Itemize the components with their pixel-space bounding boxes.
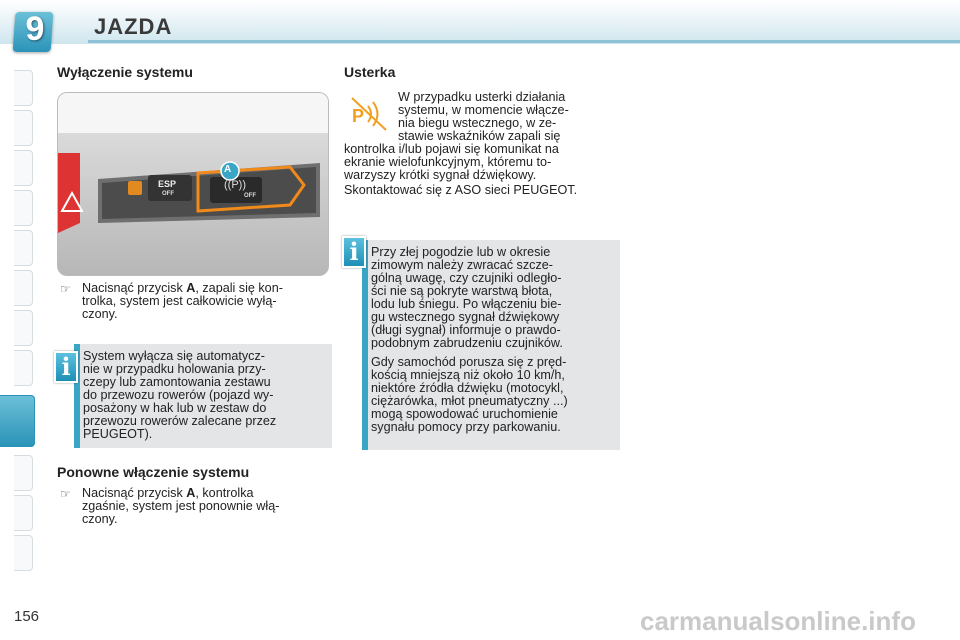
chapter-tab[interactable] xyxy=(14,270,33,306)
dashboard-illustration xyxy=(58,93,328,275)
dashboard-photo xyxy=(57,92,329,276)
fault-line: systemu, w momencie włącze- xyxy=(398,103,569,117)
chapter-tab[interactable] xyxy=(14,150,33,186)
parking-sensor-fault-icon xyxy=(346,92,394,136)
button-ref: A xyxy=(186,281,196,295)
svg-text:P: P xyxy=(352,106,365,126)
bullet-text: , kontrolka xyxy=(195,486,254,500)
info-line: Gdy samochód porusza się z pręd- xyxy=(371,355,567,369)
chapter-tab[interactable] xyxy=(14,495,33,531)
info-line: System wyłącza się automatycz- xyxy=(83,349,265,363)
chapter-number: 9 xyxy=(25,10,45,48)
bullet-disable-text xyxy=(82,282,326,321)
chapter-tab[interactable] xyxy=(14,455,33,491)
page-number: 156 xyxy=(14,608,40,625)
info-box-weather-text xyxy=(371,246,609,434)
chapter-tab[interactable] xyxy=(14,230,33,266)
pointing-hand-icon: ☞ xyxy=(60,282,71,296)
fault-line: ekranie wielofunkcyjnym, któremu to- xyxy=(344,155,552,169)
page-title: JAZDA xyxy=(94,14,173,39)
info-line: kością mniejszą niż około 10 km/h, xyxy=(371,368,565,382)
info-line: PEUGEOT). xyxy=(83,427,153,441)
button-a-marker: A xyxy=(224,164,232,175)
pointing-hand-icon: ☞ xyxy=(60,487,71,501)
section-title-fault: Usterka xyxy=(344,64,396,80)
bullet-text: Nacisnąć przycisk xyxy=(82,281,187,295)
info-line: gu wstecznego sygnał dźwiękowy xyxy=(371,310,560,324)
info-line: lodu lub śniegu. Po włączeniu bie- xyxy=(371,297,562,311)
bullet-reenable-text xyxy=(82,487,326,526)
info-line: przewozu rowerów zalecane przez xyxy=(83,414,277,428)
info-line: podobnym zabrudzeniu czujników. xyxy=(371,336,563,350)
button-ref: A xyxy=(186,486,196,500)
bullet-text: Nacisnąć przycisk xyxy=(82,486,187,500)
header-rule xyxy=(88,40,960,43)
info-line: ciężarówka, młot pneumatyczny ...) xyxy=(371,394,568,408)
fault-line: nia biegu wstecznego, w ze- xyxy=(398,116,557,130)
info-line: sygnału pomocy przy parkowaniu. xyxy=(371,420,561,434)
chapter-tab[interactable] xyxy=(14,310,33,346)
esp-off-label: OFF xyxy=(162,191,174,197)
info-line: posażony w hak lub w zestaw do xyxy=(83,401,267,415)
info-line: do przewozu rowerów (pojazd wy- xyxy=(83,388,274,402)
esp-label: ESP xyxy=(158,179,177,189)
fault-text-full xyxy=(344,143,614,182)
fault-line: kontrolka i/lub pojawi się komunikat na xyxy=(344,142,559,156)
watermark: carmanualsonline.info xyxy=(640,606,916,636)
info-box-towing-text xyxy=(83,350,321,441)
bullet-line: zgaśnie, system jest ponownie włą- xyxy=(82,499,280,513)
bullet-line: trolka, system jest całkowicie wyłą- xyxy=(82,294,277,308)
fault-line: stawie wskaźników zapali się xyxy=(398,129,561,143)
fault-line: W przypadku usterki działania xyxy=(398,90,566,104)
chapter-tab[interactable] xyxy=(14,110,33,146)
bullet-text: , zapali się kon- xyxy=(195,281,283,295)
chapter-tab-active[interactable] xyxy=(0,395,35,447)
bullet-line: czony. xyxy=(82,307,118,321)
info-line: zimowym należy zwracać szcze- xyxy=(371,258,553,272)
info-icon: i xyxy=(342,236,366,268)
fault-line: warzyszy krótki sygnał dźwiękowy. xyxy=(344,168,537,182)
chapter-tab[interactable] xyxy=(14,190,33,226)
fault-text-indented xyxy=(398,91,614,143)
info-line: Przy złej pogodzie lub w okresie xyxy=(371,245,551,259)
info-line: niektóre źródła dźwięku (motocykl, xyxy=(371,381,564,395)
info-line: gólną uwagę, czy czujniki odległo- xyxy=(371,271,562,285)
info-line: ści nie są pokryte warstwą błota, xyxy=(371,284,553,298)
section-title-reenable: Ponowne włączenie systemu xyxy=(57,464,250,480)
park-off-label: OFF xyxy=(244,193,256,199)
section-title-disable: Wyłączenie systemu xyxy=(57,64,193,80)
contact-text: Skontaktować się z ASO sieci PEUGEOT. xyxy=(344,183,578,197)
chapter-tab[interactable] xyxy=(14,350,33,386)
chapter-tabs xyxy=(0,70,34,580)
info-line: (długi sygnał) informuje o prawdo- xyxy=(371,323,561,337)
park-sensor-icon: ((P)) xyxy=(224,179,246,191)
info-icon: i xyxy=(54,351,78,383)
info-line: mogą spowodować uruchomienie xyxy=(371,407,558,421)
info-line: czepy lub zamontowania zestawu xyxy=(83,375,271,389)
chapter-tab[interactable] xyxy=(14,70,33,106)
chapter-tab[interactable] xyxy=(14,535,33,571)
info-line: nie w przypadku holowania przy- xyxy=(83,362,266,376)
bullet-line: czony. xyxy=(82,512,118,526)
